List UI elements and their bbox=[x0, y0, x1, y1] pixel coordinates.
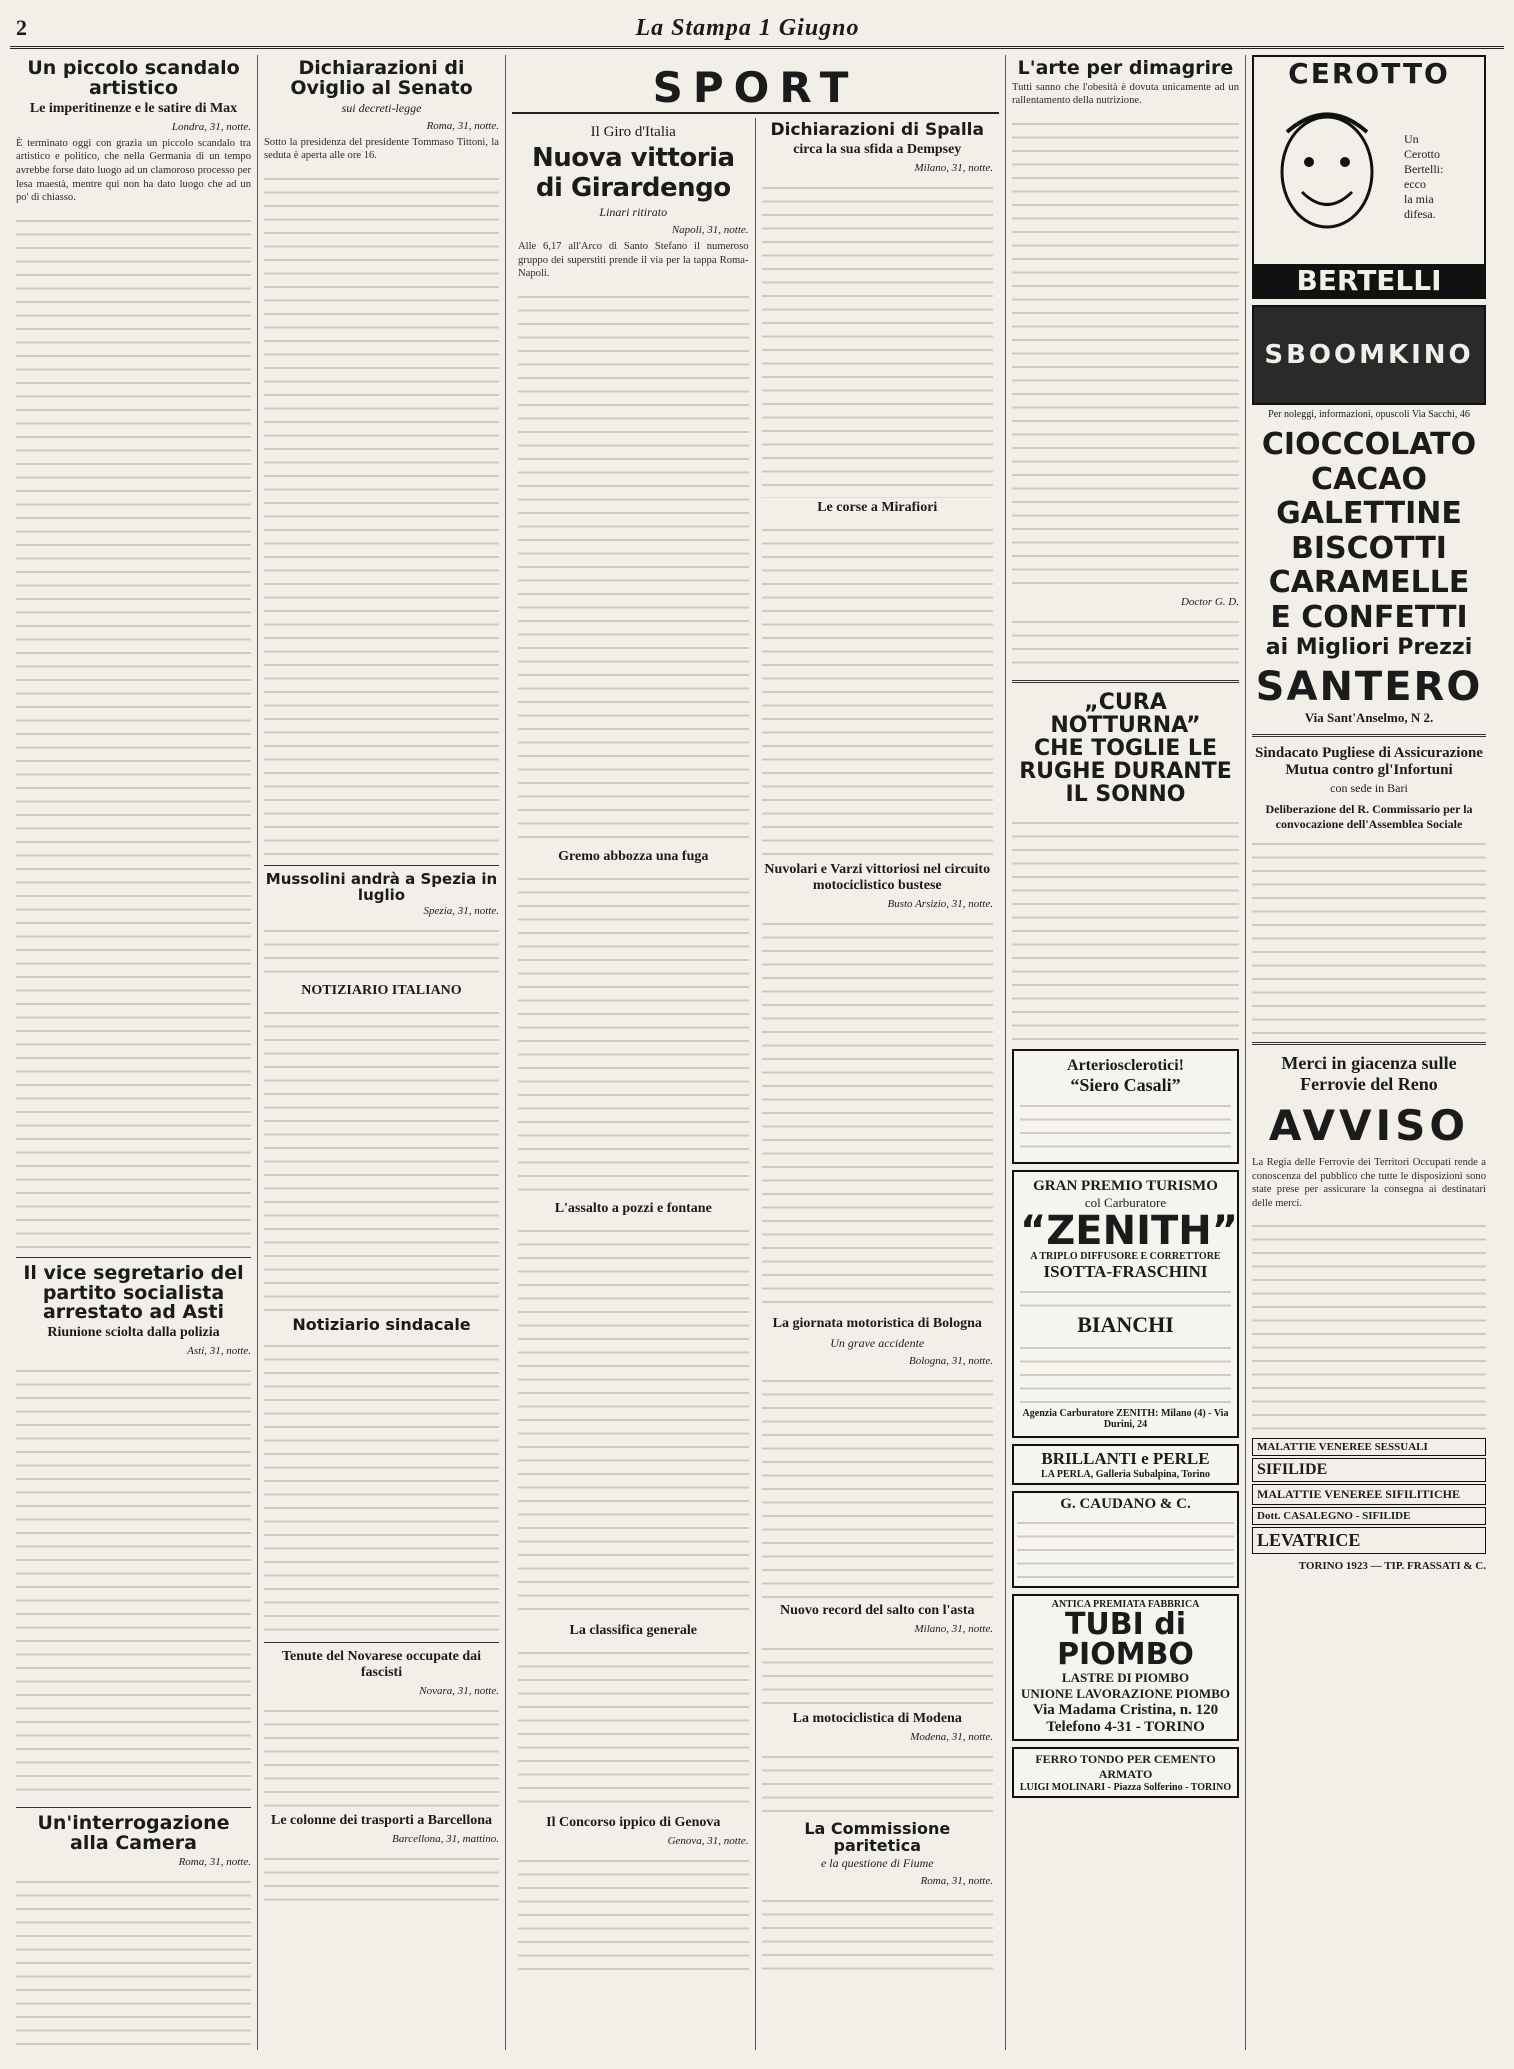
article-commissione-body bbox=[762, 1891, 993, 1981]
ad-sboomkino-caption: Per noleggi, informazioni, opuscoli Via Sacchi, 46 bbox=[1268, 409, 1470, 420]
cura-notturna-line3: RUGHE DURANTE bbox=[1019, 759, 1232, 785]
article-giro-lead: Alle 6,17 all'Arco di Santo Stefano il numeroso gruppo dei superstiti prende il via per la tappa Roma-Napoli. bbox=[518, 241, 749, 280]
ad-la-perla: LA PERLA, Galleria Subalpina, Torino bbox=[1041, 1468, 1210, 1480]
ad-cerotto-slogan-4: ecco bbox=[1404, 177, 1426, 191]
article-spalla-body bbox=[762, 178, 993, 498]
headline-gremo: Gremo abbozza una fuga bbox=[558, 848, 709, 864]
article-interrogazione-body bbox=[16, 1872, 251, 2050]
column-5 bbox=[1246, 55, 1492, 2050]
subhead-oviglio: sui decreti-legge bbox=[341, 100, 422, 115]
dateline-commissione: Roma, 31, notte. bbox=[920, 1875, 993, 1888]
ad-caudano-body bbox=[1017, 1513, 1234, 1583]
headline-barcellona: Le colonne dei trasporti a Barcellona bbox=[271, 1813, 492, 1829]
ad-arterio-body bbox=[1020, 1096, 1231, 1156]
article-novarese-body bbox=[264, 1701, 499, 1811]
headline-tenute-novarese: Tenute del Novarese occupate dai fascisti bbox=[281, 1649, 482, 1681]
dateline-modena: Modena, 31, notte. bbox=[910, 1730, 993, 1743]
article-gremo-body bbox=[518, 869, 749, 1199]
ad-caudano-head: G. CAUDANO & C. bbox=[1060, 1495, 1191, 1512]
ad-tubi-head: ANTICA PREMIATA FABBRICA bbox=[1051, 1598, 1200, 1610]
ad-ferro-sub: LUIGI MOLINARI - Piazza Solferino - TORINO bbox=[1019, 1781, 1232, 1793]
article-sindacale-body bbox=[264, 1336, 499, 1636]
headline-oviglio: Dichiarazioni di Oviglio al Senato bbox=[290, 57, 473, 99]
newspaper-title: La Stampa 1 Giugno bbox=[635, 14, 860, 41]
headline-vice-segretario: Il vice segretario del partito socialista arrestato ad Asti bbox=[23, 1261, 244, 1324]
sport-subcolumn-right bbox=[756, 118, 999, 2050]
subhead-scandalo: Le imperitinenze e le satire di Max bbox=[29, 100, 238, 116]
merci-giacenza-head: Merci in giacenza sulle Ferrovie del Reno bbox=[1281, 1053, 1457, 1095]
dateline-scandalo: Londra, 31, notte. bbox=[171, 120, 251, 133]
dateline-novara: Novara, 31, notte. bbox=[419, 1685, 499, 1698]
article-scandalo-body bbox=[16, 211, 251, 1251]
headline-scandalo: Un piccolo scandalo artistico bbox=[27, 57, 240, 99]
headline-notiziario-sindacale: Notiziario sindacale bbox=[292, 1315, 471, 1335]
headline-assalto: L'assalto a pozzi e fontane bbox=[554, 1200, 712, 1216]
ad-unione: UNIONE LAVORAZIONE PIOMBO bbox=[1021, 1685, 1230, 1701]
headline-commissione: La Commissione paritetica bbox=[804, 1818, 951, 1855]
headline-spalla: Dichiarazioni di Spalla bbox=[770, 120, 984, 140]
column-4 bbox=[1006, 55, 1246, 2050]
headline-ippico: Il Concorso ippico di Genova bbox=[546, 1814, 721, 1830]
ad-candy-2: CACAO bbox=[1311, 461, 1427, 497]
ad-brillanti bbox=[1012, 1444, 1239, 1485]
divider bbox=[1012, 680, 1239, 683]
ad-malattie-sifilitiche: MALATTIE VENEREE SIFILITICHE bbox=[1252, 1484, 1486, 1505]
smiling-man-icon bbox=[1267, 102, 1387, 252]
ad-ferro bbox=[1012, 1747, 1239, 1798]
ad-cerotto-slogan-2: Cerotto bbox=[1404, 147, 1440, 161]
headline-interrogazione: Un'interrogazione alla Camera bbox=[37, 1812, 230, 1855]
newspaper-page bbox=[10, 10, 1504, 2049]
article-barcellona-body bbox=[264, 1849, 499, 1909]
ad-carburatore-label: col Carburatore bbox=[1084, 1194, 1167, 1210]
article-dimagrire-tail bbox=[1012, 612, 1239, 672]
headline-modena: La motociclistica di Modena bbox=[792, 1710, 962, 1726]
subhead-vice-segretario: Riunione sciolta dalla polizia bbox=[47, 1325, 220, 1341]
printer-footer: TORINO 1923 — TIP. FRASSATI & C. bbox=[1298, 1560, 1486, 1573]
giro-kicker: Il Giro d'Italia bbox=[590, 124, 676, 140]
dateline-busto: Busto Arsizio, 31, notte. bbox=[887, 897, 993, 910]
sport-banner: SPORT bbox=[512, 63, 999, 114]
headline-bologna: La giornata motoristica di Bologna bbox=[772, 1315, 982, 1331]
ad-candy-5: CARAMELLE bbox=[1268, 565, 1470, 600]
article-oviglio-body bbox=[264, 169, 499, 859]
ad-cerotto-slogan-3: Bertelli: bbox=[1404, 162, 1444, 176]
avviso-head: AVVISO bbox=[1268, 1101, 1470, 1151]
column-sport bbox=[506, 55, 1006, 2050]
ad-brillanti-head: BRILLANTI e PERLE bbox=[1041, 1448, 1210, 1468]
subhead-spalla: circa la sua sfida a Dempsey bbox=[793, 141, 962, 157]
ad-cerotto-title: CEROTTO bbox=[1288, 57, 1450, 90]
ad-cerotto-bertelli bbox=[1252, 55, 1486, 299]
article-bologna-body bbox=[762, 1371, 993, 1601]
article-notiziario-body bbox=[264, 1003, 499, 1313]
headline-record-asta: Nuovo record del salto con l'asta bbox=[779, 1602, 975, 1618]
sindacato-pugliese-head: Sindacato Pugliese di Assicurazione Mutua contro gl'Infortuni bbox=[1255, 745, 1483, 779]
ad-tubi-address: Via Madama Cristina, n. 120 bbox=[1032, 1701, 1219, 1718]
deliberazione-head: Deliberazione del R. Commissario per la convocazione dell'Assemblea Sociale bbox=[1265, 802, 1473, 832]
article-classifica-body bbox=[518, 1643, 749, 1813]
cura-notturna-line4: IL SONNO bbox=[1065, 782, 1186, 808]
deliberazione-body bbox=[1252, 834, 1486, 1034]
article-oviglio-lead: Sotto la presidenza del presidente Tommaso Tittoni, la seduta è aperta alle ore 16. bbox=[264, 136, 499, 162]
article-nuvolari-body bbox=[762, 914, 993, 1314]
ad-sboomkino: SBOOMKINO bbox=[1252, 305, 1486, 405]
ad-ferro-head: FERRO TONDO PER CEMENTO ARMATO bbox=[1035, 1751, 1216, 1781]
headline-mussolini-spezia: Mussolini andrà a Spezia in luglio bbox=[265, 869, 498, 904]
dateline-napoli: Napoli, 31, notte. bbox=[671, 224, 749, 236]
dateline-asti: Asti, 31, notte. bbox=[187, 1345, 251, 1358]
article-record-body bbox=[762, 1639, 993, 1709]
article-signature: Doctor G. D. bbox=[1180, 596, 1239, 609]
headline-girardengo: Nuova vittoria di Girardengo bbox=[531, 143, 735, 203]
dateline-bologna: Bologna, 31, notte. bbox=[908, 1354, 993, 1367]
divider bbox=[264, 1642, 499, 1643]
page-number: 2 bbox=[16, 15, 27, 40]
column-1 bbox=[10, 55, 258, 2050]
ad-isotta: ISOTTA-FRASCHINI bbox=[1043, 1261, 1208, 1281]
divider bbox=[264, 865, 499, 866]
headline-notiziario-italiano: NOTIZIARIO ITALIANO bbox=[301, 983, 462, 999]
column-2 bbox=[258, 55, 506, 2050]
divider bbox=[16, 1807, 251, 1808]
ad-candy-6: E CONFETTI bbox=[1270, 599, 1468, 635]
ad-cerotto-brand: BERTELLI bbox=[1254, 264, 1484, 297]
dateline-oviglio: Roma, 31, notte. bbox=[426, 119, 499, 132]
ad-malattie-sessuali: MALATTIE VENEREE SESSUALI bbox=[1252, 1438, 1486, 1456]
ad-arteriosclerotici bbox=[1012, 1049, 1239, 1164]
article-mirafiori-body bbox=[762, 520, 993, 860]
ad-bianchi-body bbox=[1020, 1338, 1231, 1408]
ad-tubi-telefono: Telefono 4-31 - TORINO bbox=[1046, 1718, 1205, 1735]
divider bbox=[1252, 1042, 1486, 1045]
masthead bbox=[10, 10, 1504, 49]
article-spezia-body bbox=[264, 921, 499, 981]
dateline-spezia: Spezia, 31, notte. bbox=[423, 905, 499, 918]
dateline-barcellona: Barcellona, 31, mattino. bbox=[392, 1833, 499, 1846]
ad-levatrice: LEVATRICE bbox=[1252, 1527, 1486, 1554]
ad-cerotto-slogan-5: la mia bbox=[1404, 192, 1434, 206]
article-vice-segretario-body bbox=[16, 1361, 251, 1801]
avviso-lead: La Regia delle Ferrovie dei Territori Occupati rende a conoscenza del pubblico che tutte le disposizioni sono state prese per assicurare la consegna ai destinatari delle merci. bbox=[1252, 1157, 1486, 1209]
dateline-genova: Genova, 31, notte. bbox=[667, 1834, 749, 1847]
headline-classifica: La classifica generale bbox=[569, 1622, 698, 1638]
subhead-bologna: Un grave accidente bbox=[830, 1335, 925, 1350]
ad-zenith-agency: Agenzia Carburatore ZENITH: Milano (4) - Via Durini, 24 bbox=[1022, 1407, 1229, 1430]
ad-arterio-head: Arteriosclerotici! bbox=[1067, 1056, 1184, 1074]
ad-sifilide: SIFILIDE bbox=[1252, 1458, 1486, 1482]
ad-zenith-brand: “ZENITH” bbox=[1020, 1207, 1239, 1254]
ad-santero: SANTERO bbox=[1255, 664, 1483, 711]
article-ippico-body bbox=[518, 1851, 749, 1971]
ad-arterio-product: “Siero Casali” bbox=[1070, 1074, 1181, 1095]
ad-tubi-big: TUBI di PIOMBO bbox=[1057, 1606, 1194, 1672]
ad-tubi-piombo bbox=[1012, 1594, 1239, 1741]
divider bbox=[1252, 734, 1486, 737]
article-scandalo-lead: È terminato oggi con grazia un piccolo scandalo tra artistico e politico, che nella Germania di un tempo avrebbe forse dato luogo ad un clamoroso processo per lesa maestà, mentre qui non ha dato luogo che ad un po' di chiasso. bbox=[16, 137, 251, 204]
ad-casalegno: Dott. CASALEGNO - SIFILIDE bbox=[1252, 1507, 1486, 1525]
article-assalto-body bbox=[518, 1221, 749, 1621]
article-dimagrire-lead: Tutti sanno che l'obesità è dovuta unicamente ad un rallentamento della nutrizione. bbox=[1012, 81, 1239, 107]
ad-candy-1: CIOCCOLATO bbox=[1261, 427, 1477, 462]
sport-subcolumn-left bbox=[512, 118, 756, 2050]
ad-isotta-body bbox=[1020, 1282, 1231, 1312]
article-modena-body bbox=[762, 1747, 993, 1817]
cura-notturna-line1: „CURA NOTTURNA” bbox=[1050, 690, 1201, 739]
headline-nuvolari: Nuvolari e Varzi vittoriosi nel circuito motociclistico bustese bbox=[764, 861, 991, 893]
ad-cerotto-slogan-1: Un bbox=[1404, 132, 1419, 146]
subhead-linari: Linari ritirato bbox=[599, 205, 668, 219]
divider bbox=[16, 1257, 251, 1258]
ad-caudano bbox=[1012, 1491, 1239, 1588]
ad-candy-3: GALETTINE bbox=[1276, 496, 1462, 531]
ad-santero-address: Via Sant'Anselmo, N 2. bbox=[1304, 710, 1434, 726]
headline-mirafiori: Le corse a Mirafiori bbox=[817, 499, 938, 515]
ad-zenith-tag: A TRIPLO DIFFUSORE E CORRETTORE bbox=[1030, 1250, 1221, 1262]
ad-cerotto-slogan-6: difesa. bbox=[1404, 207, 1436, 221]
dateline-record: Milano, 31, notte. bbox=[914, 1622, 993, 1635]
ad-bianchi: BIANCHI bbox=[1077, 1311, 1174, 1337]
cura-notturna-line2: CHE TOGLIE LE bbox=[1034, 736, 1217, 762]
ad-zenith bbox=[1012, 1170, 1239, 1438]
cura-notturna-body bbox=[1012, 813, 1239, 1043]
ad-cerotto-illustration bbox=[1254, 90, 1400, 264]
ad-granpremio: GRAN PREMIO TURISMO bbox=[1033, 1177, 1218, 1194]
subhead-fiume: e la questione di Fiume bbox=[820, 1856, 934, 1871]
sindacato-sede: con sede in Bari bbox=[1330, 781, 1408, 796]
article-dimagrire-body bbox=[1012, 114, 1239, 594]
dateline-roma: Roma, 31, notte. bbox=[178, 1856, 251, 1869]
headline-dimagrire: L'arte per dimagrire bbox=[1017, 57, 1234, 79]
ad-lastre: LASTRE DI PIOMBO bbox=[1061, 1669, 1190, 1685]
dateline-milano: Milano, 31, notte. bbox=[914, 161, 993, 174]
ad-candy-7: ai Migliori Prezzi bbox=[1265, 635, 1473, 660]
ad-candy-4: BISCOTTI bbox=[1291, 530, 1447, 566]
ad-cerotto-slogan bbox=[1400, 90, 1484, 264]
article-giro-body bbox=[518, 287, 749, 847]
avviso-body bbox=[1252, 1216, 1486, 1436]
